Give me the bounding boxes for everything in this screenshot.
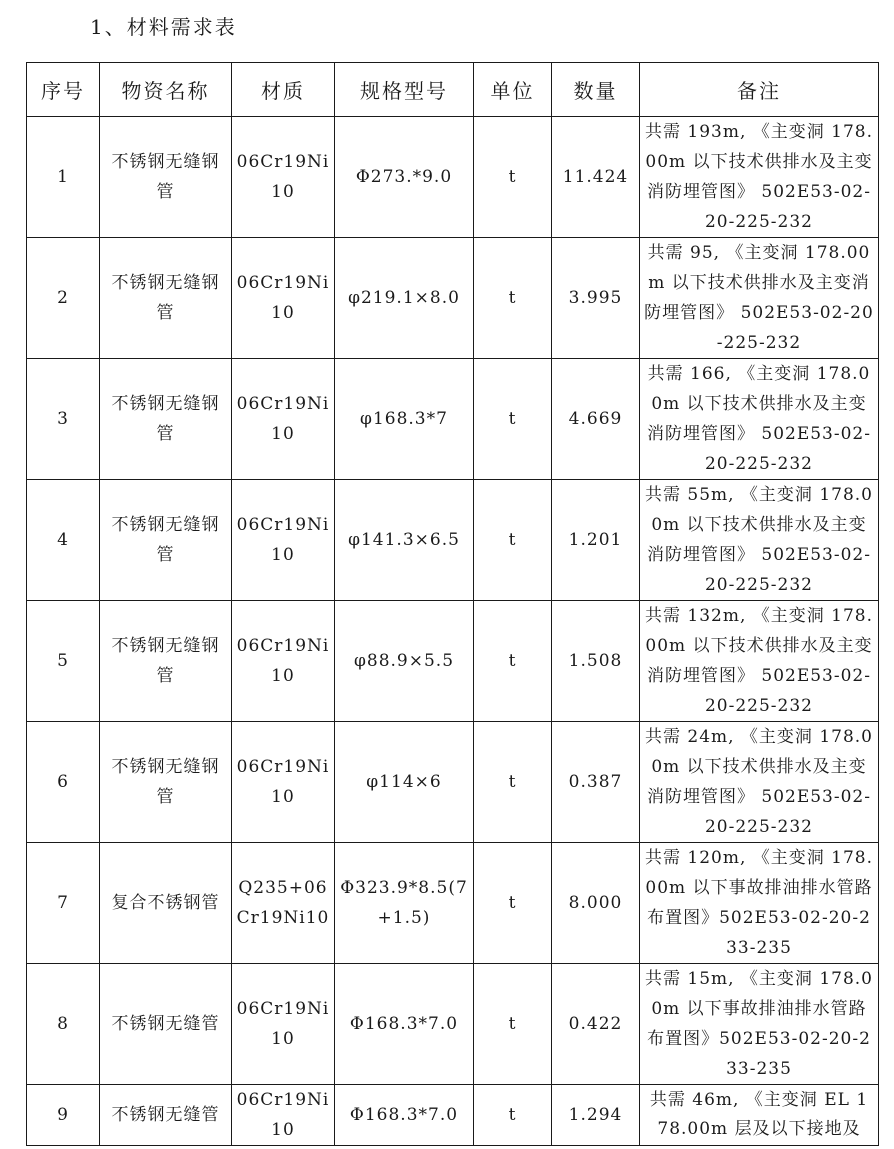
cell-no: 7 xyxy=(27,843,100,964)
cell-material: 06Cr19Ni10 xyxy=(232,601,335,722)
cell-note: 共需 55m, 《主变洞 178.00m 以下技术供排水及主变消防埋管图》 502E53-02-20-225-232 xyxy=(640,480,879,601)
cell-qty: 1.508 xyxy=(552,601,640,722)
cell-note: 共需 95, 《主变洞 178.00m 以下技术供排水及主变消防埋管图》 502E53-02-20-225-232 xyxy=(640,238,879,359)
header-material: 材质 xyxy=(232,63,335,117)
cell-qty: 11.424 xyxy=(552,117,640,238)
table-row xyxy=(27,843,879,964)
cell-material: 06Cr19Ni10 xyxy=(232,964,335,1085)
table-row xyxy=(27,480,879,601)
table-row xyxy=(27,359,879,480)
header-note: 备注 xyxy=(640,63,879,117)
cell-no: 6 xyxy=(27,722,100,843)
header-qty: 数量 xyxy=(552,63,640,117)
cell-name: 不锈钢无缝管 xyxy=(100,1085,232,1146)
cell-unit: t xyxy=(474,359,552,480)
table-row xyxy=(27,117,879,238)
cell-unit: t xyxy=(474,480,552,601)
cell-material: 06Cr19Ni10 xyxy=(232,359,335,480)
cell-name: 不锈钢无缝管 xyxy=(100,964,232,1085)
cell-name: 不锈钢无缝钢管 xyxy=(100,722,232,843)
header-unit: 单位 xyxy=(474,63,552,117)
cell-qty: 1.294 xyxy=(552,1085,640,1146)
cell-spec: φ219.1×8.0 xyxy=(335,238,474,359)
section-heading: 1、材料需求表 xyxy=(90,15,237,39)
cell-qty: 1.201 xyxy=(552,480,640,601)
header-spec: 规格型号 xyxy=(335,63,474,117)
header-no: 序号 xyxy=(27,63,100,117)
cell-unit: t xyxy=(474,601,552,722)
cell-qty: 3.995 xyxy=(552,238,640,359)
cell-spec: Φ168.3*7.0 xyxy=(335,964,474,1085)
cell-unit: t xyxy=(474,1085,552,1146)
table-header-row xyxy=(27,63,879,117)
table-row xyxy=(27,601,879,722)
cell-name: 不锈钢无缝钢管 xyxy=(100,238,232,359)
table-row xyxy=(27,964,879,1085)
cell-note-wrapper xyxy=(640,1085,879,1146)
cell-qty: 0.422 xyxy=(552,964,640,1085)
cell-name: 不锈钢无缝钢管 xyxy=(100,601,232,722)
cell-material: 06Cr19Ni10 xyxy=(232,722,335,843)
cell-unit: t xyxy=(474,964,552,1085)
cell-no: 4 xyxy=(27,480,100,601)
cell-name: 复合不锈钢管 xyxy=(100,843,232,964)
cell-no: 1 xyxy=(27,117,100,238)
cell-qty: 8.000 xyxy=(552,843,640,964)
cell-spec: φ168.3*7 xyxy=(335,359,474,480)
cell-qty: 4.669 xyxy=(552,359,640,480)
cell-note: 共需 132m, 《主变洞 178.00m 以下技术供排水及主变消防埋管图》 502E53-02-20-225-232 xyxy=(640,601,879,722)
cell-material: 06Cr19Ni10 xyxy=(232,1085,335,1146)
cell-spec: φ114×6 xyxy=(335,722,474,843)
cell-spec: φ141.3×6.5 xyxy=(335,480,474,601)
material-demand-table xyxy=(26,62,879,1146)
table-row xyxy=(27,722,879,843)
cell-no: 5 xyxy=(27,601,100,722)
cell-unit: t xyxy=(474,843,552,964)
cell-unit: t xyxy=(474,117,552,238)
header-name: 物资名称 xyxy=(100,63,232,117)
cell-spec: Φ168.3*7.0 xyxy=(335,1085,474,1146)
table-row xyxy=(27,238,879,359)
cell-name: 不锈钢无缝钢管 xyxy=(100,117,232,238)
cell-qty: 0.387 xyxy=(552,722,640,843)
cell-material: 06Cr19Ni10 xyxy=(232,480,335,601)
cell-unit: t xyxy=(474,722,552,843)
cell-unit: t xyxy=(474,238,552,359)
cell-spec: φ88.9×5.5 xyxy=(335,601,474,722)
cell-note: 共需 166, 《主变洞 178.00m 以下技术供排水及主变消防埋管图》 502E53-02-20-225-232 xyxy=(640,359,879,480)
cell-note: 共需 46m, 《主变洞 EL 178.00m 层及以下接地及 xyxy=(649,1090,869,1139)
cell-spec: Φ273.*9.0 xyxy=(335,117,474,238)
cell-note: 共需 193m, 《主变洞 178.00m 以下技术供排水及主变消防埋管图》 502E53-02-20-225-232 xyxy=(640,117,879,238)
cell-spec: Φ323.9*8.5(7+1.5) xyxy=(335,843,474,964)
cell-material: 06Cr19Ni10 xyxy=(232,238,335,359)
cell-name: 不锈钢无缝钢管 xyxy=(100,359,232,480)
cell-no: 3 xyxy=(27,359,100,480)
table-row xyxy=(27,1085,879,1146)
cell-note: 共需 24m, 《主变洞 178.00m 以下技术供排水及主变消防埋管图》 502E53-02-20-225-232 xyxy=(640,722,879,843)
cell-note: 共需 15m, 《主变洞 178.00m 以下事故排油排水管路布置图》502E53-02-20-233-235 xyxy=(640,964,879,1085)
cell-no: 8 xyxy=(27,964,100,1085)
cell-note: 共需 120m, 《主变洞 178.00m 以下事故排油排水管路布置图》502E53-02-20-233-235 xyxy=(640,843,879,964)
cell-name: 不锈钢无缝钢管 xyxy=(100,480,232,601)
cell-material: Q235+06Cr19Ni10 xyxy=(232,843,335,964)
cell-no: 9 xyxy=(27,1085,100,1146)
cell-material: 06Cr19Ni10 xyxy=(232,117,335,238)
cell-no: 2 xyxy=(27,238,100,359)
